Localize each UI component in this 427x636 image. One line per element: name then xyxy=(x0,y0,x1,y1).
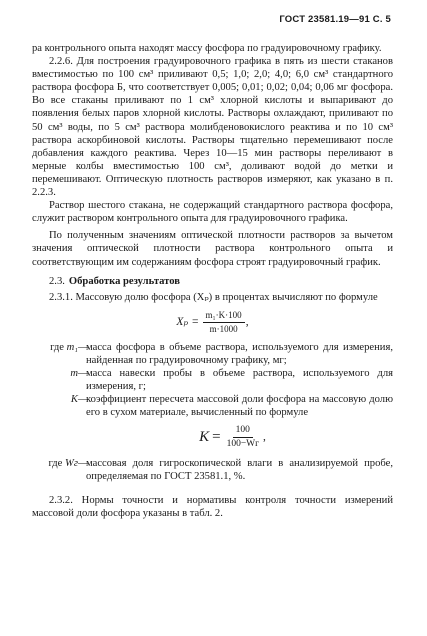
paragraph-2-3-2: 2.3.2. Нормы точности и нормативы контроля точности измерений массовой доли фосфора указаны в табл. 2. xyxy=(32,494,393,519)
formula1-denominator: m·1000 xyxy=(209,323,238,334)
definition-text: массовая доля гигроскопической влаги в анализируемой пробе, определяемая по ГОСТ 23581.1, %. xyxy=(86,458,393,483)
definition-k xyxy=(32,393,393,419)
spacer xyxy=(32,484,393,494)
definition-text: коэффициент пересчета массовой доли фосфора на массовую долю его в сухом материале, вычисленный по формуле xyxy=(86,394,393,419)
definitions-list-2 xyxy=(32,457,393,483)
definition-text: масса навески пробы в объеме раствора, используемого для измерения, г; xyxy=(86,367,393,393)
paragraph-control-solution: Раствор шестого стакана, не содержащий стандартного раствора фосфора, служит раствором контрольного опыта для градуировочного графика. xyxy=(32,200,393,225)
definition-dash: — xyxy=(78,367,89,379)
formula2-fraction xyxy=(224,425,262,450)
formula1-comma: , xyxy=(245,315,249,328)
definition-lead: K xyxy=(70,394,78,406)
definition-lead: где m₁ xyxy=(50,341,78,353)
paragraph-continuation: ра контрольного опыта находят массу фосфора по градуировочному графику. xyxy=(32,43,382,54)
section-title: Обработка результатов xyxy=(68,275,180,287)
definition-dash: — xyxy=(78,394,89,406)
definition-wg xyxy=(32,457,393,483)
paragraph-calibration-graph: По полученным значениям оптической плотности растворов за вычетом значения оптической плотности раствора контрольного опыта и соответствующим им содержаниям фосфора строят градуировочный график. xyxy=(32,230,393,268)
formula2-numerator: 100 xyxy=(233,425,253,438)
formula1-equals: = xyxy=(192,315,199,328)
definition-lead: m xyxy=(70,367,78,379)
definitions-list-1 xyxy=(32,341,393,420)
definition-m1 xyxy=(32,341,393,367)
formula-coefficient xyxy=(72,425,393,450)
formula1-fraction xyxy=(203,310,245,335)
formula2-comma: , xyxy=(263,431,266,444)
definition-dash: — xyxy=(78,458,89,470)
section-heading xyxy=(32,275,393,288)
definition-lead: где Wг xyxy=(48,458,78,470)
formula-mass-fraction xyxy=(32,310,393,335)
formula2-lhs: K xyxy=(199,429,210,446)
paragraph-2-2-6: 2.2.6. Для построения градуировочного графика в пять из шести стаканов вместимостью по 100 см³ приливают 0,5; 1,0; 2,0; 4,0; 6,0 см³ стандартного раствора фосфора Б, что соответствует 0,005; 0,01; 0,02; 0,04; 0,06 мг фосфора. Во все стаканы приливают по 1 см³ хлорной кислоты и выпаривают до появления белых паров хлорной кислоты. Растворы охлаждают, приливают по 50 см³ воды, по 5 см³ раствора молибденовокислого реактива и по 10 см³ раствора аскорбиновой кислоты. Растворы тщательно перемешивают после добавления каждого реактива. Через 10—15 мин растворы переливают в мерные колбы вместимостью 100 см³, доливают водой до метки и перемешивают. Оптическую плотность растворов измеряют, как указано в п. 2.2.3. xyxy=(32,56,393,199)
section-number: 2.3. xyxy=(49,275,65,287)
definition-text: масса фосфора в объеме раствора, используемого для измерения, найденная по градуировочному графику, мг; xyxy=(86,341,393,366)
formula2-denominator: 100−Wг xyxy=(226,439,260,450)
definition-dash: — xyxy=(78,341,89,353)
paragraph-2-3-1: 2.3.1. Массовую долю фосфора (Xₚ) в процентах вычисляют по формуле xyxy=(49,291,378,303)
definition-m xyxy=(32,367,393,393)
formula1-lhs: Xₚ xyxy=(176,315,189,328)
page-content xyxy=(32,42,393,520)
formula2-equals: = xyxy=(212,429,221,446)
formula1-numerator: m₁·K·100 xyxy=(203,310,245,323)
page-header: ГОСТ 23581.19—91 С. 5 xyxy=(279,14,391,25)
